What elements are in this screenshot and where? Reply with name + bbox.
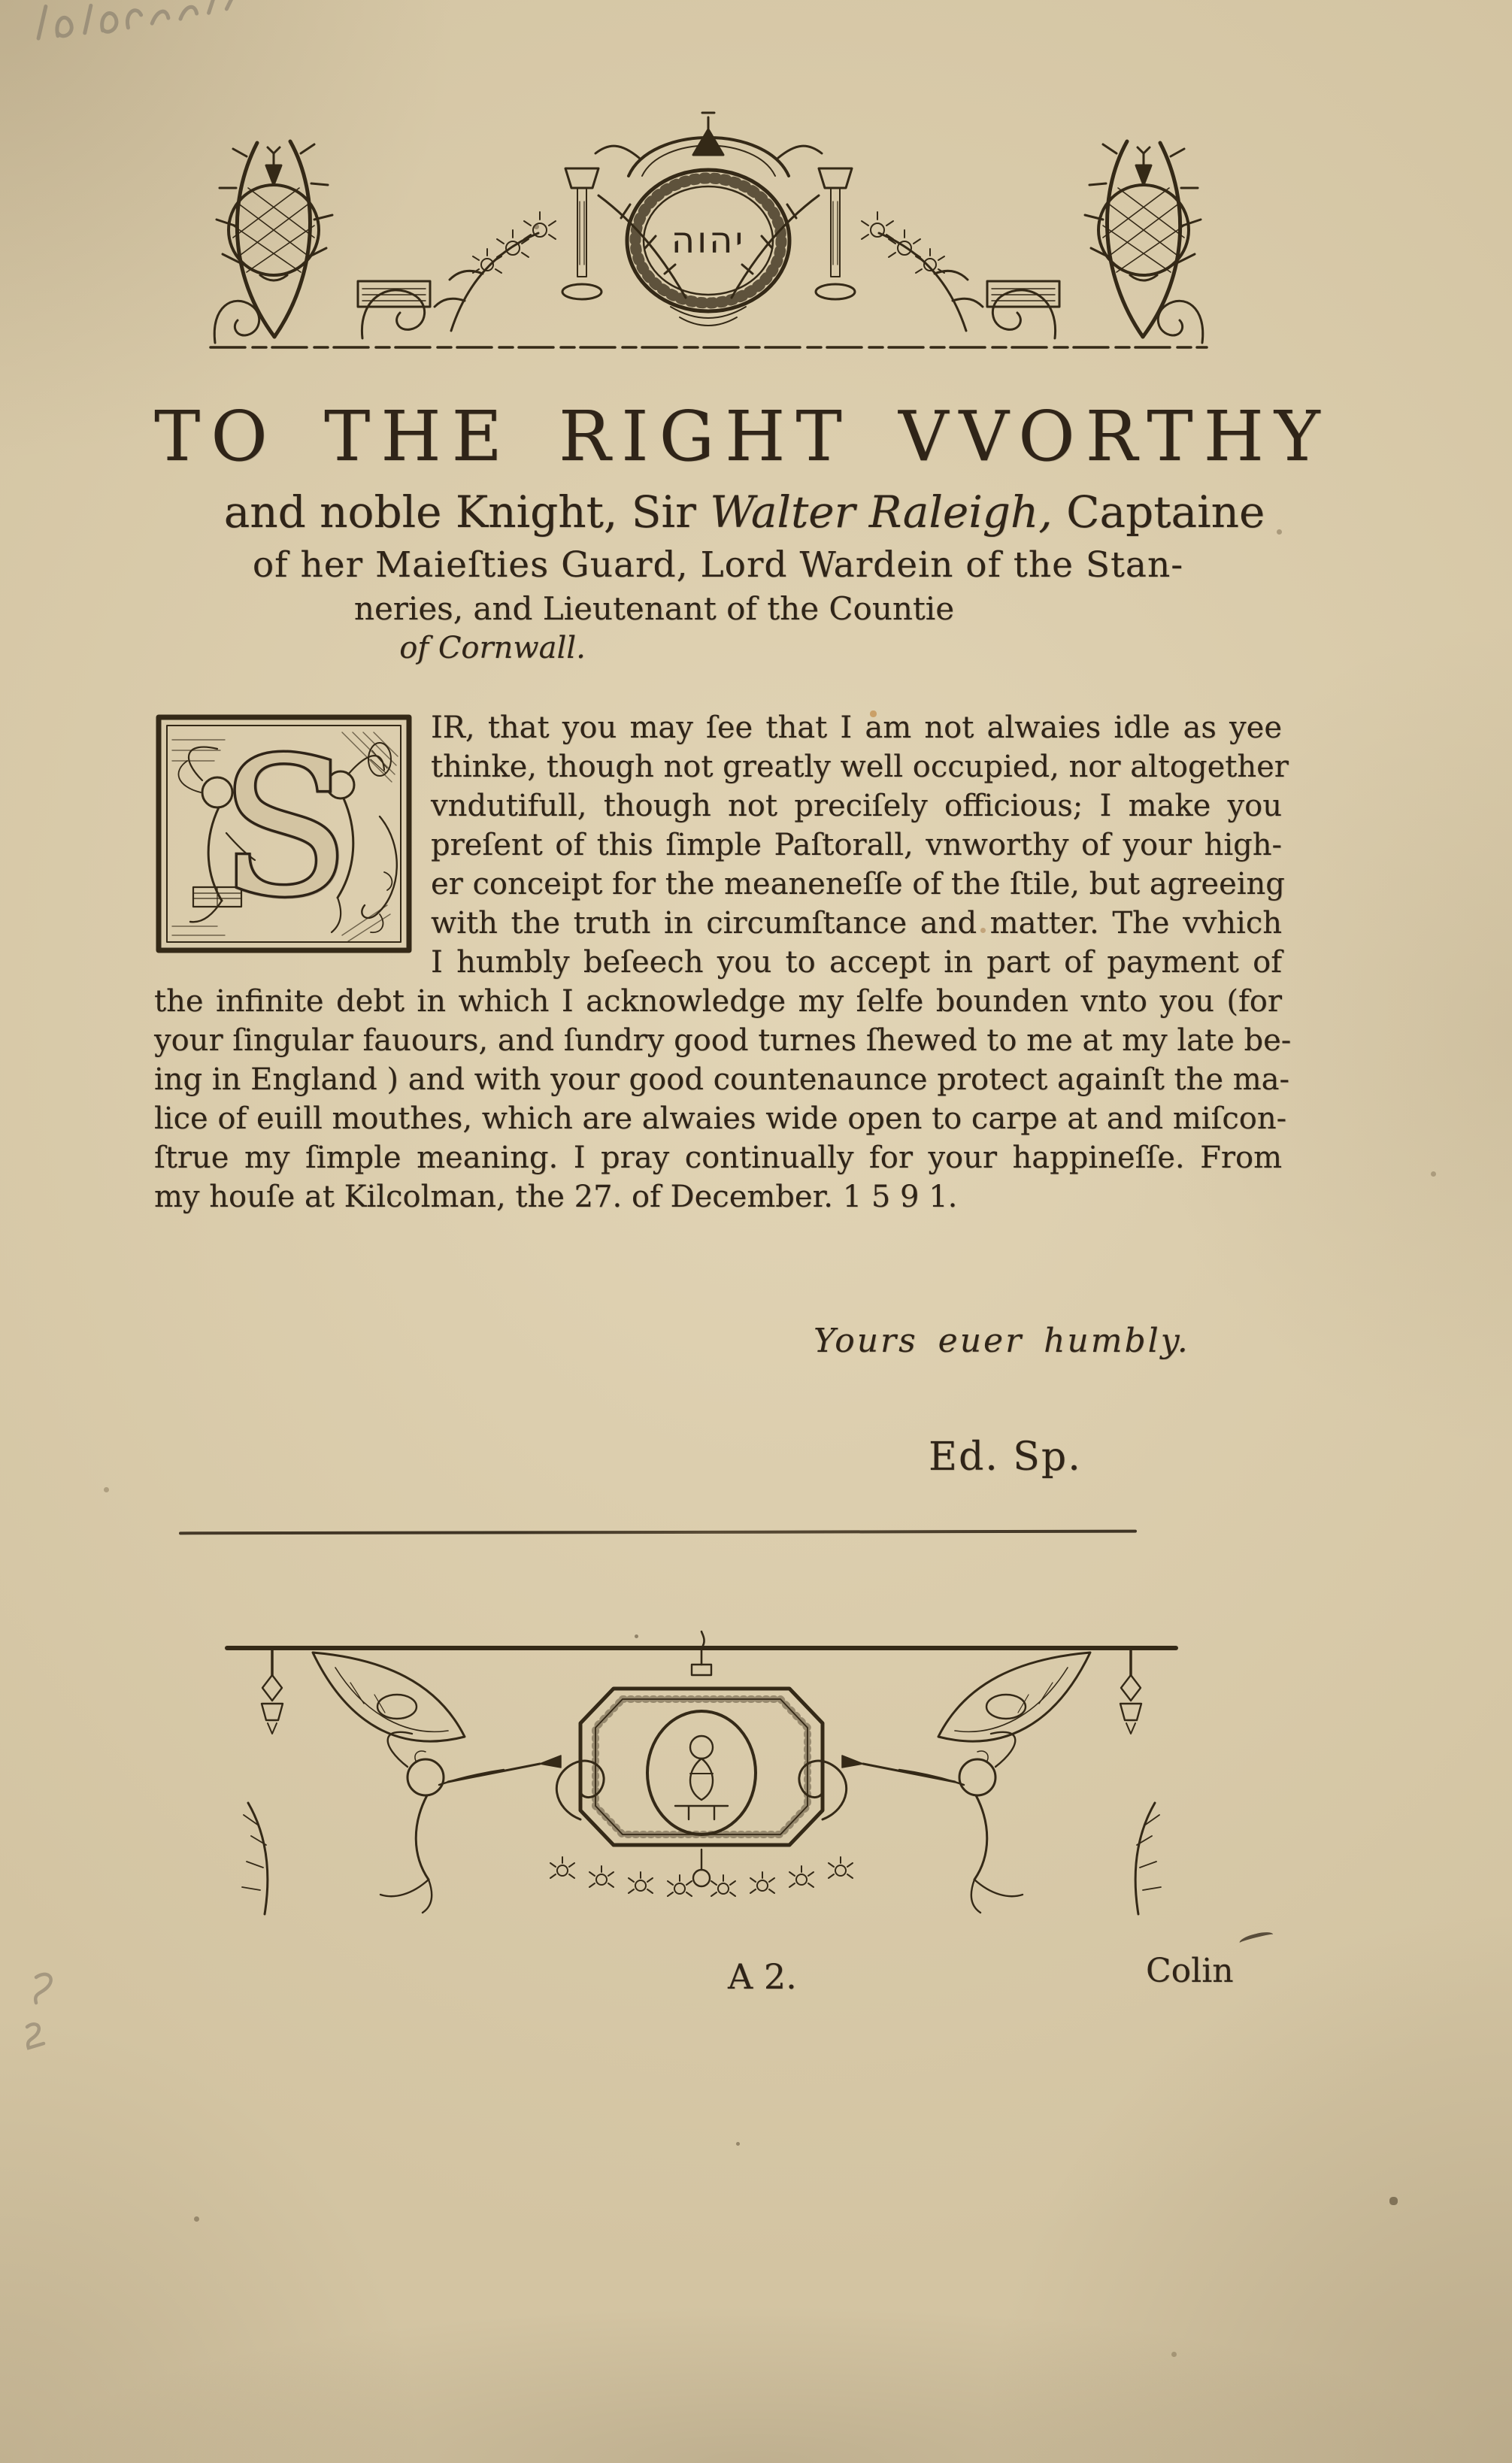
body-line: lice of euill mouthes, which are alwaies wide open to carpe at and miſcon- — [154, 1101, 1287, 1136]
body-line: ing in England ) and with your good countenaunce protect againſt the ma- — [154, 1062, 1290, 1097]
title-line-2 — [180, 484, 1308, 540]
body-line-date: my houſe at Kilcolman, the 27. of December. 1 5 9 1. — [154, 1180, 958, 1214]
body-line: your ſingular fauours, and ſundry good turnes ſhewed to me at my late be- — [154, 1023, 1292, 1058]
title-line-5: of Cornwall. — [399, 631, 586, 665]
body-line: I humbly beſeech you to accept in part of payment of — [431, 945, 1282, 980]
dedication-body — [154, 708, 1292, 1216]
pen-stroke-mark — [1238, 1930, 1274, 1948]
title-line-2-pre: and noble Knight, Sir — [223, 486, 711, 538]
valediction: Yours euer humbly. — [814, 1322, 1190, 1360]
title-line-3: of her Maieſties Guard, Lord Wardein of the Stan- — [252, 544, 1184, 586]
title-line-1: TO THE RIGHT VVORTHY — [154, 396, 1331, 477]
body-line: er conceipt for the meaneneſſe of the ſtile, but agreeing — [431, 867, 1285, 901]
drop-cap-woodcut-initial — [154, 713, 414, 955]
body-line: IR, that you may ſee that I am not alwaies idle as yee — [431, 710, 1282, 745]
body-line: preſent of this ſimple Paſtorall, vnworthy of your high- — [431, 828, 1282, 862]
drop-cap-letter: S — [220, 718, 350, 938]
woodcut-headpiece — [188, 104, 1229, 368]
body-line: ſtrue my ſimple meaning. I pray continually for your happineſſe. From — [154, 1141, 1282, 1175]
dedicatee-name: Walter Raleigh, — [710, 486, 1053, 538]
signature-mark: A 2. — [728, 1956, 797, 1997]
dedication-title — [154, 396, 1331, 666]
pencil-annotation — [26, 0, 253, 53]
catchword: Colin — [1146, 1952, 1234, 1990]
tetragrammaton-text: יהוה — [671, 220, 746, 262]
horizontal-rule — [179, 1530, 1137, 1535]
body-line: thinke, though not greatly well occupied, nor altogether — [431, 750, 1289, 784]
body-line: vndutifull, though not preciſely officious; I make you — [431, 789, 1282, 823]
paper-speckles — [0, 0, 2, 2]
woodcut-tailpiece — [200, 1618, 1203, 1917]
author-signature: Ed. Sp. — [929, 1434, 1082, 1480]
pencil-annotation-bottom — [17, 1964, 99, 2054]
body-line: the infinite debt in which I acknowledge my ſelfe bounden vnto you (for — [154, 984, 1282, 1019]
title-line-4: neries, and Lieutenant of the Countie — [353, 590, 955, 627]
body-line: with the truth in circumſtance and matter. The vvhich — [431, 906, 1282, 941]
title-line-2-post: Captaine — [1052, 486, 1265, 538]
